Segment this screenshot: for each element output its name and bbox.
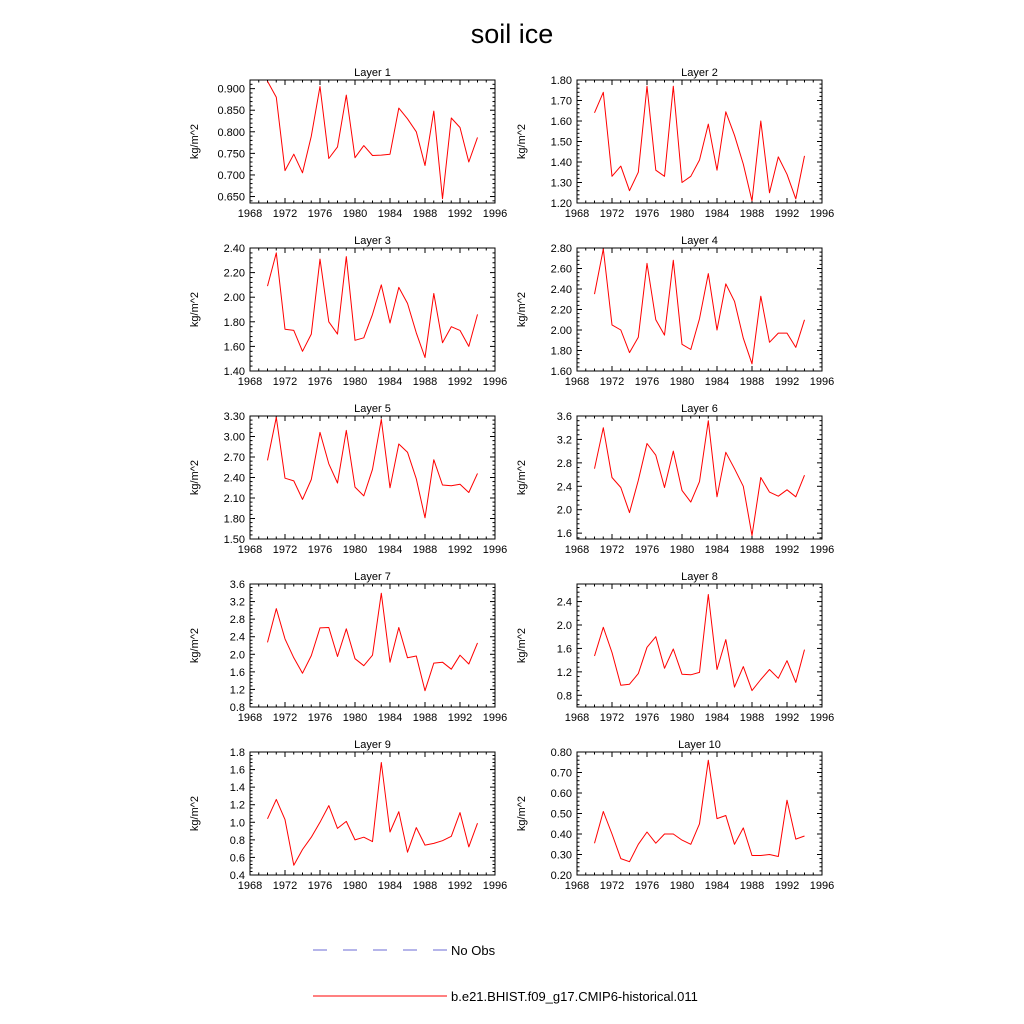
figure-title: soil ice: [470, 19, 554, 49]
y-tick-label: 3.30: [223, 411, 245, 423]
y-tick-label: 1.50: [223, 534, 245, 546]
x-tick-label: 1968: [237, 376, 263, 388]
x-tick-label: 1984: [704, 712, 730, 724]
x-tick-label: 1968: [237, 208, 263, 220]
y-tick-label: 2.60: [550, 263, 572, 276]
y-tick-label: 1.80: [550, 75, 572, 87]
x-tick-label: 1984: [377, 712, 403, 724]
y-tick-label: 2.80: [550, 243, 572, 255]
series-line-model: [595, 249, 805, 364]
x-tick-label: 1988: [739, 880, 765, 892]
series-line-model: [595, 86, 805, 201]
y-tick-label: 2.4: [556, 596, 572, 609]
x-tick-label: 1984: [377, 376, 403, 388]
x-tick-label: 1992: [447, 544, 473, 556]
y-tick-label: 2.70: [223, 452, 245, 464]
x-tick-label: 1968: [237, 712, 263, 724]
panel-layer-7: [189, 571, 507, 724]
plot-frame: [250, 248, 495, 371]
panel-layer-6: [516, 403, 834, 556]
panel-title: Layer 5: [354, 403, 391, 415]
panel-layer-4: [516, 235, 834, 388]
panel-title: Layer 10: [678, 739, 721, 751]
x-tick-label: 1996: [482, 208, 508, 220]
x-tick-label: 1976: [307, 544, 333, 556]
x-tick-label: 1972: [599, 712, 625, 724]
y-tick-label: 2.4: [229, 631, 245, 644]
x-tick-label: 1980: [669, 544, 695, 556]
plot-frame: [250, 752, 495, 875]
x-tick-label: 1984: [377, 880, 403, 892]
x-tick-label: 1972: [272, 544, 298, 556]
panel-title: Layer 9: [354, 739, 391, 751]
y-tick-label: 1.2: [556, 666, 572, 679]
x-tick-label: 1976: [634, 544, 660, 556]
y-axis-label: kg/m^2: [189, 627, 201, 664]
x-tick-label: 1976: [307, 208, 333, 220]
plot-frame: [250, 416, 495, 539]
x-tick-label: 1996: [809, 880, 835, 892]
x-tick-label: 1988: [739, 544, 765, 556]
x-tick-label: 1992: [774, 376, 800, 388]
y-tick-label: 2.0: [556, 620, 572, 632]
y-axis-label: kg/m^2: [516, 123, 528, 160]
x-tick-label: 1992: [774, 880, 800, 892]
y-tick-label: 0.60: [550, 788, 572, 800]
x-tick-label: 1980: [342, 544, 368, 556]
x-tick-label: 1980: [669, 712, 695, 724]
y-axis-label: kg/m^2: [516, 291, 528, 328]
y-tick-label: 2.8: [556, 457, 572, 470]
series-line-model: [595, 421, 805, 536]
panel-title: Layer 4: [681, 235, 718, 247]
y-tick-label: 2.20: [550, 304, 572, 317]
y-tick-label: 0.70: [550, 767, 572, 780]
x-tick-label: 1976: [634, 880, 660, 892]
legend-obs-label: No Obs: [451, 943, 496, 958]
x-tick-label: 1972: [599, 880, 625, 892]
y-tick-label: 1.40: [223, 366, 245, 378]
y-tick-label: 0.20: [550, 870, 572, 882]
series-line-model: [595, 760, 805, 862]
y-tick-label: 2.0: [229, 649, 245, 662]
x-tick-label: 1968: [237, 880, 263, 892]
x-tick-label: 1984: [704, 376, 730, 388]
panel-layer-9: [189, 739, 507, 892]
plot-frame: [577, 584, 822, 707]
y-tick-label: 1.40: [550, 157, 572, 169]
plot-frame: [250, 80, 495, 203]
x-tick-label: 1996: [482, 376, 508, 388]
y-tick-label: 2.40: [550, 284, 572, 296]
y-tick-label: 1.60: [223, 341, 245, 354]
y-tick-label: 3.2: [229, 596, 245, 609]
x-tick-label: 1988: [412, 376, 438, 388]
x-tick-label: 1968: [564, 208, 590, 220]
y-tick-label: 0.40: [550, 829, 572, 841]
y-tick-label: 1.8: [229, 747, 245, 759]
y-tick-label: 2.00: [550, 325, 572, 337]
y-tick-label: 0.50: [550, 808, 572, 821]
y-tick-label: 3.6: [229, 579, 245, 591]
x-tick-label: 1968: [564, 880, 590, 892]
y-tick-label: 1.70: [550, 95, 572, 108]
panel-title: Layer 7: [354, 571, 391, 583]
x-tick-label: 1992: [447, 376, 473, 388]
x-tick-label: 1976: [634, 376, 660, 388]
x-tick-label: 1976: [634, 208, 660, 220]
y-tick-label: 0.700: [217, 169, 245, 182]
x-tick-label: 1984: [704, 544, 730, 556]
x-tick-label: 1996: [809, 208, 835, 220]
y-tick-label: 1.80: [223, 513, 245, 526]
y-axis-label: kg/m^2: [189, 459, 201, 496]
y-tick-label: 1.2: [229, 799, 245, 812]
y-tick-label: 1.6: [229, 666, 245, 679]
y-axis-label: kg/m^2: [189, 291, 201, 328]
panel-layer-8: [516, 571, 834, 724]
panel-layer-10: [516, 739, 834, 892]
x-tick-label: 1968: [564, 544, 590, 556]
x-tick-label: 1996: [482, 712, 508, 724]
x-tick-label: 1988: [412, 544, 438, 556]
panel-title: Layer 1: [354, 67, 391, 79]
panel-title: Layer 6: [681, 403, 718, 415]
y-tick-label: 1.6: [229, 764, 245, 777]
x-tick-label: 1992: [447, 880, 473, 892]
x-tick-label: 1996: [809, 376, 835, 388]
y-tick-label: 0.80: [550, 747, 572, 759]
x-tick-label: 1996: [482, 544, 508, 556]
x-tick-label: 1988: [739, 208, 765, 220]
series-line-model: [268, 763, 478, 866]
x-tick-label: 1972: [599, 544, 625, 556]
y-axis-label: kg/m^2: [189, 123, 201, 160]
x-tick-label: 1992: [774, 208, 800, 220]
series-line-model: [268, 417, 478, 517]
panel-title: Layer 3: [354, 235, 391, 247]
x-tick-label: 1984: [704, 880, 730, 892]
x-tick-label: 1988: [412, 208, 438, 220]
y-tick-label: 0.8: [229, 834, 245, 847]
y-tick-label: 1.0: [229, 817, 245, 830]
x-tick-label: 1992: [774, 712, 800, 724]
x-tick-label: 1980: [342, 208, 368, 220]
y-tick-label: 0.8: [556, 690, 572, 703]
x-tick-label: 1968: [564, 376, 590, 388]
y-tick-label: 1.60: [550, 116, 572, 128]
x-tick-label: 1988: [739, 712, 765, 724]
y-tick-label: 0.4: [229, 870, 245, 882]
y-axis-label: kg/m^2: [516, 627, 528, 664]
y-tick-label: 2.0: [556, 504, 572, 517]
y-tick-label: 0.750: [217, 148, 245, 161]
y-tick-label: 2.40: [223, 243, 245, 255]
x-tick-label: 1980: [342, 880, 368, 892]
x-tick-label: 1984: [704, 208, 730, 220]
x-tick-label: 1988: [739, 376, 765, 388]
y-tick-label: 1.30: [550, 177, 572, 190]
x-tick-label: 1996: [809, 544, 835, 556]
x-tick-label: 1980: [669, 376, 695, 388]
y-tick-label: 0.650: [217, 191, 245, 204]
panel-layer-5: [189, 403, 507, 556]
y-tick-label: 2.20: [223, 267, 245, 280]
x-tick-label: 1972: [272, 712, 298, 724]
x-tick-label: 1984: [377, 544, 403, 556]
y-tick-label: 0.30: [550, 849, 572, 862]
series-line-model: [595, 595, 805, 691]
y-tick-label: 1.80: [223, 316, 245, 329]
panel-title: Layer 2: [681, 67, 718, 79]
plot-frame: [577, 80, 822, 203]
x-tick-label: 1992: [447, 712, 473, 724]
y-tick-label: 1.60: [550, 366, 572, 378]
x-tick-label: 1992: [774, 544, 800, 556]
x-tick-label: 1972: [272, 376, 298, 388]
y-axis-label: kg/m^2: [189, 795, 201, 832]
y-tick-label: 2.8: [229, 614, 245, 627]
x-tick-label: 1972: [272, 208, 298, 220]
x-tick-label: 1972: [599, 208, 625, 220]
y-tick-label: 0.900: [217, 83, 245, 96]
x-tick-label: 1996: [809, 712, 835, 724]
legend-model-label: b.e21.BHIST.f09_g17.CMIP6-historical.011: [451, 989, 698, 1004]
x-tick-label: 1972: [272, 880, 298, 892]
y-tick-label: 1.4: [229, 782, 245, 795]
x-tick-label: 1988: [412, 880, 438, 892]
panel-layer-2: [516, 67, 834, 220]
y-tick-label: 2.10: [223, 493, 245, 505]
y-tick-label: 1.20: [550, 198, 572, 210]
y-tick-label: 3.6: [556, 411, 572, 423]
panel-layer-3: [189, 235, 507, 388]
panel-title: Layer 8: [681, 571, 718, 583]
x-tick-label: 1988: [412, 712, 438, 724]
x-tick-label: 1976: [634, 712, 660, 724]
x-tick-label: 1980: [669, 880, 695, 892]
panel-layer-1: [189, 67, 507, 220]
x-tick-label: 1992: [447, 208, 473, 220]
y-tick-label: 1.80: [550, 345, 572, 358]
series-line-model: [268, 593, 478, 691]
y-tick-label: 0.800: [217, 126, 245, 139]
y-tick-label: 0.850: [217, 105, 245, 118]
plot-frame: [250, 584, 495, 707]
x-tick-label: 1976: [307, 712, 333, 724]
y-axis-label: kg/m^2: [516, 795, 528, 832]
x-tick-label: 1996: [482, 880, 508, 892]
panels-grid: [189, 67, 834, 892]
x-tick-label: 1976: [307, 376, 333, 388]
x-tick-label: 1980: [342, 376, 368, 388]
y-tick-label: 1.2: [229, 684, 245, 697]
y-tick-label: 2.00: [223, 292, 245, 305]
x-tick-label: 1980: [342, 712, 368, 724]
y-tick-label: 1.6: [556, 528, 572, 541]
x-tick-label: 1968: [237, 544, 263, 556]
plot-frame: [577, 248, 822, 371]
y-tick-label: 3.2: [556, 434, 572, 447]
series-line-model: [268, 81, 478, 198]
y-tick-label: 0.6: [229, 852, 245, 865]
y-axis-label: kg/m^2: [516, 459, 528, 496]
legend: [313, 943, 698, 1004]
plot-frame: [577, 416, 822, 539]
series-line-model: [268, 253, 478, 358]
y-tick-label: 0.8: [229, 702, 245, 714]
x-tick-label: 1980: [669, 208, 695, 220]
x-tick-label: 1968: [564, 712, 590, 724]
y-tick-label: 1.6: [556, 643, 572, 656]
y-tick-label: 1.50: [550, 136, 572, 149]
x-tick-label: 1972: [599, 376, 625, 388]
y-tick-label: 2.40: [223, 472, 245, 485]
x-tick-label: 1976: [307, 880, 333, 892]
y-tick-label: 2.4: [556, 481, 572, 494]
y-tick-label: 3.00: [223, 431, 245, 444]
x-tick-label: 1984: [377, 208, 403, 220]
